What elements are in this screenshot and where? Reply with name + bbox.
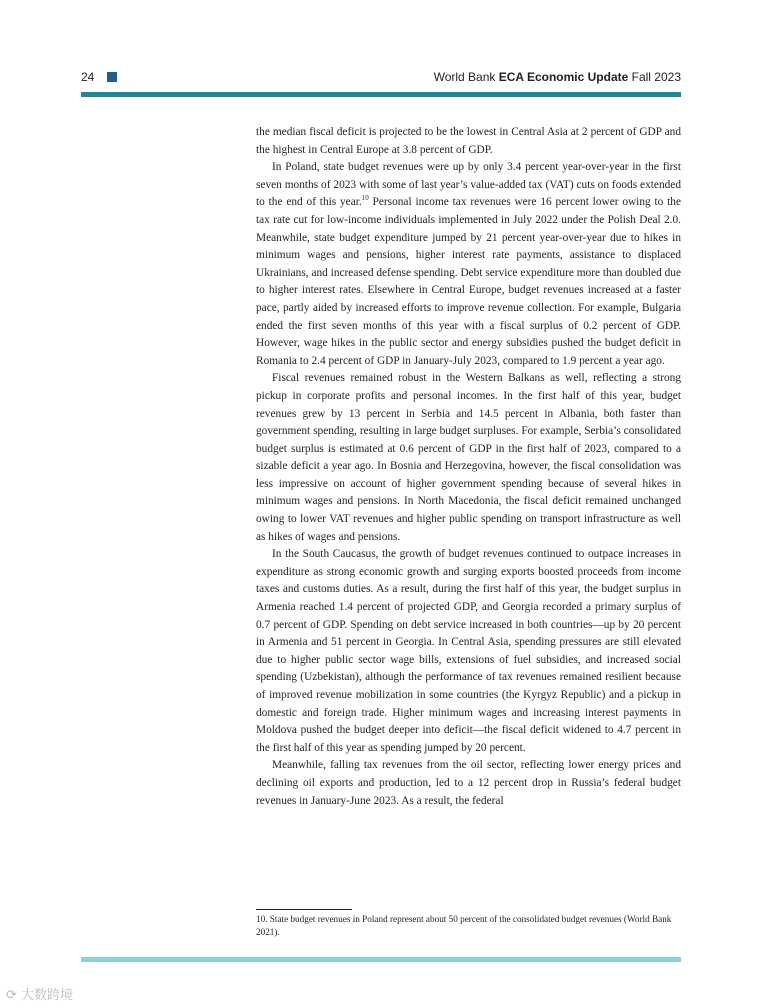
running-title-bold: ECA Economic Update [498, 70, 629, 84]
running-header [81, 70, 681, 88]
footer-rule [81, 957, 681, 962]
page-number: 24 [81, 70, 95, 84]
watermark [6, 984, 73, 1003]
paragraph-poland [256, 159, 681, 370]
running-title-suffix: Fall 2023 [628, 70, 681, 84]
footnote-ref[interactable]: 10 [361, 194, 369, 203]
footnote-rule [256, 909, 352, 910]
running-title-prefix: World Bank [433, 70, 499, 84]
paragraph-text: the median fiscal deficit is projected to be the lowest in Central Asia at 2 percent of GDP and the highest in Central Europe at 3.8 percent of GDP. [256, 126, 681, 156]
paragraph-russia [256, 757, 681, 810]
footnote: 10. State budget revenues in Poland represent about 50 percent of the consolidated budget revenues (World Bank 2021). [256, 914, 672, 937]
body-text [256, 124, 681, 810]
watermark-logo-icon: ⟳ [6, 988, 22, 1003]
paragraph-text: Personal income tax revenues were 16 percent lower owing to the tax rate cut for low-income individuals implemented in July 2022 under the Polish Deal 2.0. Meanwhile, state budget expenditure jumped by 21 percent year-over-year due to hikes in minimum wages and pensions, higher interest rate payments, assistance to displaced Ukrainians, and increased defense spending. Debt service expenditure more than doubled due to higher interest rates. Elsewhere in Central Europe, budget revenues increased at a faster pace, partly aided by increased efforts to improve revenue collection. For example, Bulgaria ended the first seven months of this year with a fiscal surplus of 0.2 percent of GDP. However, wage hikes in the public sector and energy subsidies pushed the budget deficit in Romania to 2.4 percent of GDP in January-July 2023, compared to 1.9 percent a year ago. [256, 196, 682, 367]
paragraph-text: In Poland, state budget revenues were up by only 3.4 percent year-over-year in the first seven months of 2023 with some of last year’s value-added tax (VAT) cuts on foods extended to the end of this year. [256, 161, 681, 209]
paragraph-western-balkans [256, 370, 681, 546]
header-rule [81, 92, 681, 97]
square-icon [107, 72, 117, 82]
paragraph-text: In the South Caucasus, the growth of budget revenues continued to outpace increases in expenditure as strong economic growth and surging exports boosted proceeds from income taxes and customs duties. As a result, during the first half of this year, the budget surplus in Armenia reached 1.4 percent of projected GDP, and Georgia recorded a primary surplus of 0.7 percent of GDP. Spending on debt service increased in both countries—up by 20 percent in Armenia and 51 percent in Georgia. In Central Asia, spending pressures are still elevated due to higher public sector wage bills, extensions of fuel subsidies, and increased social spending (Uzbekistan), although the performance of tax revenues remained resilient because of improved revenue mobilization in some countries (the Kyrgyz Republic) and a pickup in domestic and foreign trade. Higher minimum wages and increasing interest payments in Moldova pushed the budget deeper into deficit—the fiscal deficit widened to 4.7 percent in the first half of this year as spending jumped by 20 percent. [256, 548, 681, 754]
paragraph-text: Meanwhile, falling tax revenues from the oil sector, reflecting lower energy prices and declining oil exports and production, led to a 12 percent drop in Russia’s federal budget revenues in January-June 2023. As a result, the federal [256, 759, 681, 807]
paragraph-south-caucasus [256, 546, 681, 757]
watermark-text: 大数跨境 [21, 988, 74, 1003]
paragraph-continuation [256, 124, 681, 159]
running-title [434, 70, 681, 84]
paragraph-text: Fiscal revenues remained robust in the Western Balkans as well, reflecting a strong pickup in corporate profits and personal incomes. In the first half of this year, budget revenues grew by 13 percent in Serbia and 14.5 percent in Albania, both faster than government spending, resulting in large budget surpluses. For example, Serbia’s consolidated budget surplus is estimated at 0.6 percent of GDP in the first half of 2023, compared to a sizable deficit a year ago. In Bosnia and Herzegovina, however, the fiscal consolidation was less impressive on account of higher government spending because of several hikes in minimum wages and pensions. In North Macedonia, the fiscal deficit remained unchanged owing to lower VAT revenues and higher public spending on transport infrastructure as well as hikes of wages and pensions. [256, 372, 681, 543]
